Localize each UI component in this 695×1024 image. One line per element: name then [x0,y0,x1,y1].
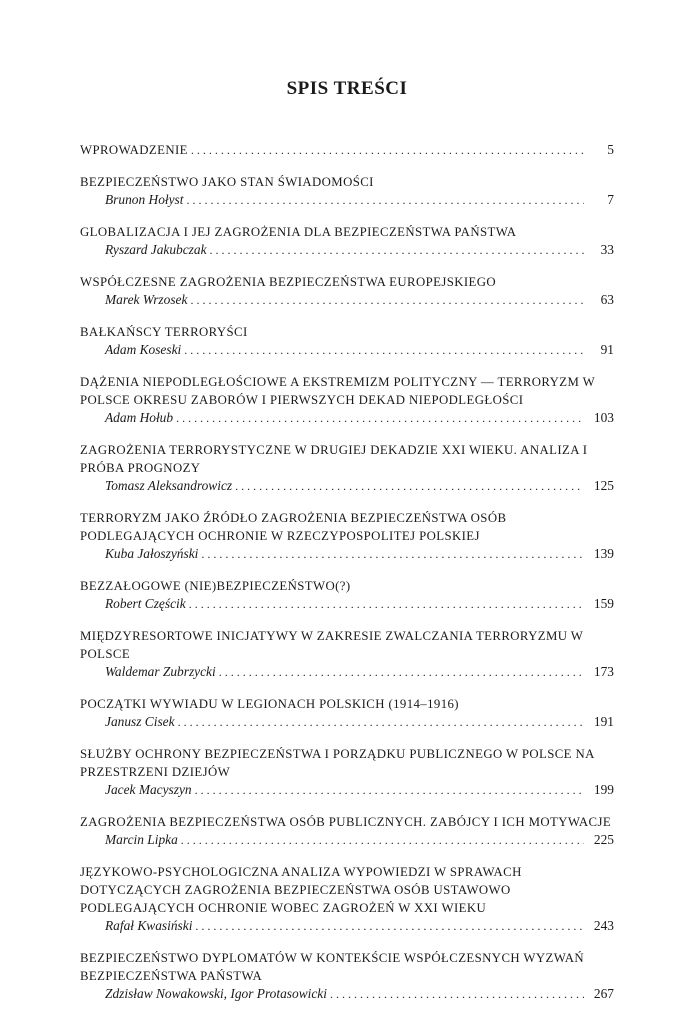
toc-entry-author: Brunon Hołyst [105,192,184,207]
dot-leader [195,781,584,799]
toc-row [80,663,614,681]
dot-leader [219,663,584,681]
toc-entry[interactable] [80,323,614,359]
toc-entry-author: Ryszard Jakubczak [105,242,207,257]
toc-row [80,781,614,799]
toc-entry-title: BEZPIECZEŃSTWO DYPLOMATÓW W KONTEKŚCIE WSPÓŁCZESNYCH WYZWAŃ BEZPIECZEŃSTWA PAŃSTWA [80,951,585,983]
toc-page-number: 33 [600,242,614,257]
toc-page-number: 225 [593,832,614,847]
dot-leader [189,595,584,613]
toc-entry[interactable] [80,273,614,309]
dot-leader [210,241,584,259]
toc-row [80,713,614,731]
toc-entry-title: WSPÓŁCZESNE ZAGROŻENIA BEZPIECZEŃSTWA EUROPEJSKIEGO [80,275,497,289]
toc-entry-author: Tomasz Aleksandrowicz [105,478,233,493]
toc-entry[interactable] [80,627,614,681]
dot-leader [195,917,584,935]
dot-leader [235,477,584,495]
toc-entry-title: POCZĄTKI WYWIADU W LEGIONACH POLSKICH (1914–1916) [80,697,459,711]
toc-entry[interactable] [80,141,614,159]
toc-row [80,291,614,309]
table-of-contents [80,141,614,1017]
toc-page-number: 5 [607,142,614,157]
page-title: SPIS TREŚCI [286,78,408,99]
dot-leader [186,191,584,209]
toc-entry-author: Adam Hołub [105,410,174,425]
toc-row [80,985,614,1003]
document-page [80,0,614,1024]
dot-leader [181,831,584,849]
toc-row [80,831,614,849]
toc-page-number: 91 [600,342,614,357]
toc-entry[interactable] [80,223,614,259]
toc-entry-author: Kuba Jałoszyński [105,546,199,561]
toc-row [80,477,614,495]
dot-leader [201,545,584,563]
toc-entry-title: GLOBALIZACJA I JEJ ZAGROŻENIA DLA BEZPIECZEŃSTWA PAŃSTWA [80,225,517,239]
toc-entry[interactable] [80,695,614,731]
toc-page-number: 173 [593,664,614,679]
toc-entry-author: Robert Częścik [105,596,186,611]
toc-entry-title: ZAGROŻENIA BEZPIECZEŃSTWA OSÓB PUBLICZNYCH. ZABÓJCY I ICH MOTYWACJE [80,815,612,829]
toc-page-number: 243 [593,918,614,933]
toc-page-number: 103 [593,410,614,425]
dot-leader [178,713,584,731]
toc-entry-author: Adam Koseski [105,342,182,357]
toc-entry[interactable] [80,745,614,799]
toc-entry-author: Waldemar Zubrzycki [105,664,216,679]
toc-entry-title: BEZZAŁOGOWE (NIE)BEZPIECZEŃSTWO(?) [80,579,351,593]
toc-entry-author: Janusz Cisek [105,714,175,729]
toc-entry-title: WPROWADZENIE [80,143,188,157]
toc-page-number: 267 [593,986,614,1001]
toc-row [80,595,614,613]
toc-row [80,917,614,935]
toc-entry-author: Jacek Macyszyn [105,782,192,797]
dot-leader [184,341,584,359]
toc-page-number: 199 [593,782,614,797]
toc-row [80,241,614,259]
toc-entry[interactable] [80,863,614,935]
toc-entry-title: BAŁKAŃSCY TERRORYŚCI [80,325,248,339]
toc-row [80,545,614,563]
toc-entry-title: BEZPIECZEŃSTWO JAKO STAN ŚWIADOMOŚCI [80,175,374,189]
toc-row [80,141,614,159]
toc-row [80,191,614,209]
toc-entry-title: ZAGROŻENIA TERRORYSTYCZNE W DRUGIEJ DEKADZIE XXI WIEKU. ANALIZA I PRÓBA PROGNOZY [80,443,588,475]
toc-entry[interactable] [80,577,614,613]
toc-page-number: 159 [593,596,614,611]
toc-row [80,409,614,427]
toc-entry-title: SŁUŻBY OCHRONY BEZPIECZEŃSTWA I PORZĄDKU PUBLICZNEGO W POLSCE NA PRZESTRZENI DZIEJÓW [80,747,595,779]
toc-entry[interactable] [80,441,614,495]
toc-entry[interactable] [80,813,614,849]
toc-entry-author: Marcin Lipka [105,832,178,847]
toc-entry[interactable] [80,509,614,563]
toc-entry-title: TERRORYZM JAKO ŹRÓDŁO ZAGROŻENIA BEZPIECZEŃSTWA OSÓB PODLEGAJĄCYCH OCHRONIE W RZECZYPOSPOLITEJ POLSKIEJ [80,511,507,543]
toc-row [80,341,614,359]
toc-entry-author: Marek Wrzosek [105,292,188,307]
toc-page-number: 139 [593,546,614,561]
toc-entry-title: DĄŻENIA NIEPODLEGŁOŚCIOWE A EKSTREMIZM POLITYCZNY — TERRORYZM W POLSCE OKRESU ZABORÓW I PIERWSZYCH DEKAD NIEPODLEGŁOŚCI [80,375,595,407]
toc-entry-title: MIĘDZYRESORTOWE INICJATYWY W ZAKRESIE ZWALCZANIA TERRORYZMU W POLSCE [80,629,584,661]
toc-entry-author: Rafał Kwasiński [105,918,193,933]
dot-leader [176,409,584,427]
toc-entry-author: Zdzisław Nowakowski, Igor Protasowicki [105,986,327,1001]
toc-page-number: 63 [600,292,614,307]
toc-entry[interactable] [80,173,614,209]
toc-page-number: 191 [593,714,614,729]
toc-page-number: 7 [607,192,614,207]
toc-page-number: 125 [593,478,614,493]
toc-entry[interactable] [80,373,614,427]
dot-leader [330,985,584,1003]
toc-entry[interactable] [80,949,614,1003]
toc-entry-title: JĘZYKOWO-PSYCHOLOGICZNA ANALIZA WYPOWIEDZI W SPRAWACH DOTYCZĄCYCH ZAGROŻENIA BEZPIECZEŃSTWA OSÓB USTAWOWO PODLEGAJĄCYCH OCHRONIE WOBEC ZAGROŻEŃ W XXI WIEKU [80,865,522,915]
dot-leader [190,291,584,309]
dot-leader [191,141,584,159]
